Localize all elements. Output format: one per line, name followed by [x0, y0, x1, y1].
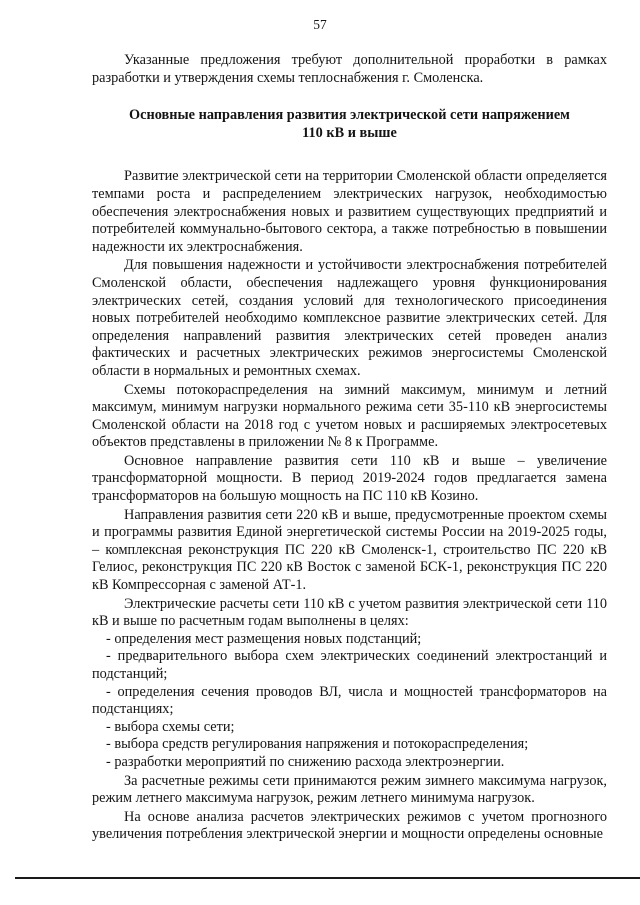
- list-item: - разработки мероприятий по снижению расхода электроэнергии.: [106, 753, 505, 770]
- page-number: 57: [313, 17, 327, 32]
- paragraph: На основе анализа расчетов электрических режимов с учетом прогнозного увеличения потребления электрической энергии и мощности определены основные: [92, 808, 607, 843]
- list-item: - определения сечения проводов ВЛ, числа и мощностей трансформаторов на подстанциях;: [92, 683, 607, 718]
- list-item: - выбора схемы сети;: [106, 718, 235, 735]
- paragraph: Электрические расчеты сети 110 кВ с учетом развития электрической сети 110 кВ и выше по расчетным годам выполнены в целях:: [92, 595, 607, 630]
- paragraph: За расчетные режимы сети принимаются режим зимнего максимума нагрузок, режим летнего максимума нагрузок, режим летнего минимума нагрузок.: [92, 772, 607, 807]
- list-item: - выбора средств регулирования напряжения и потокораспределения;: [106, 736, 529, 753]
- paragraph: Развитие электрической сети на территории Смоленской области определяется темпами роста и распределением электрических нагрузок, необходимостью обеспечения электроснабжения новых и развитием существующих предприятий и потребителей коммунально-бытового сектора, а также потребностью в повышении надежности их электроснабжения.: [92, 168, 607, 255]
- section-heading: [92, 107, 607, 142]
- paragraph: Основное направление развития сети 110 кВ и выше – увеличение трансформаторной мощности. В период 2019-2024 годов предлагается замена трансформаторов на большую мощность на ПС 110 кВ Козино.: [92, 452, 607, 505]
- bottom-rule: [15, 877, 640, 879]
- paragraph: Схемы потокораспределения на зимний максимум, минимум и летний максимум, минимум нагрузки нормального режима сети 35-110 кВ энергосистемы Смоленской области на 2018 год с учетом новых и расширяемых электросетевых объектов представлены в приложении № 8 к Программе.: [92, 381, 607, 451]
- paragraph: Для повышения надежности и устойчивости электроснабжения потребителей Смоленской области, обеспечения надлежащего уровня функционирования электрических сетей, создания условий для технологического присоединения новых потребителей необходимо комплексное развитие электрических сетей. Для определения направлений развития электрических сетей проведен анализ фактических и расчетных электрических режимов энергосистемы Смоленской области в нормальных и ремонтных схемах.: [92, 257, 607, 379]
- intro-paragraph: Указанные предложения требуют дополнительной проработки в рамках разработки и утверждения схемы теплоснабжения г. Смоленска.: [92, 52, 607, 86]
- paragraph: Направления развития сети 220 кВ и выше, предусмотренные проектом схемы и программы развития Единой энергетической системы России на 2019-2025 годы, – комплексная реконструкция ПС 220 кВ Смоленск-1, строительство ПС 220 кВ Гелиос, реконструкция ПС 220 кВ Восток с заменой БСК-1, реконструкция ПС 220 кВ Компрессорная с заменой АТ-1.: [92, 506, 607, 594]
- list-item: - определения мест размещения новых подстанций;: [106, 630, 422, 647]
- section-heading-line-2: 110 кВ и выше: [302, 124, 397, 141]
- section-heading-line-1: Основные направления развития электрической сети напряжением: [129, 107, 570, 124]
- document-body: [92, 52, 607, 844]
- list-item: - предварительного выбора схем электрических соединений электростанций и подстанций;: [92, 648, 607, 682]
